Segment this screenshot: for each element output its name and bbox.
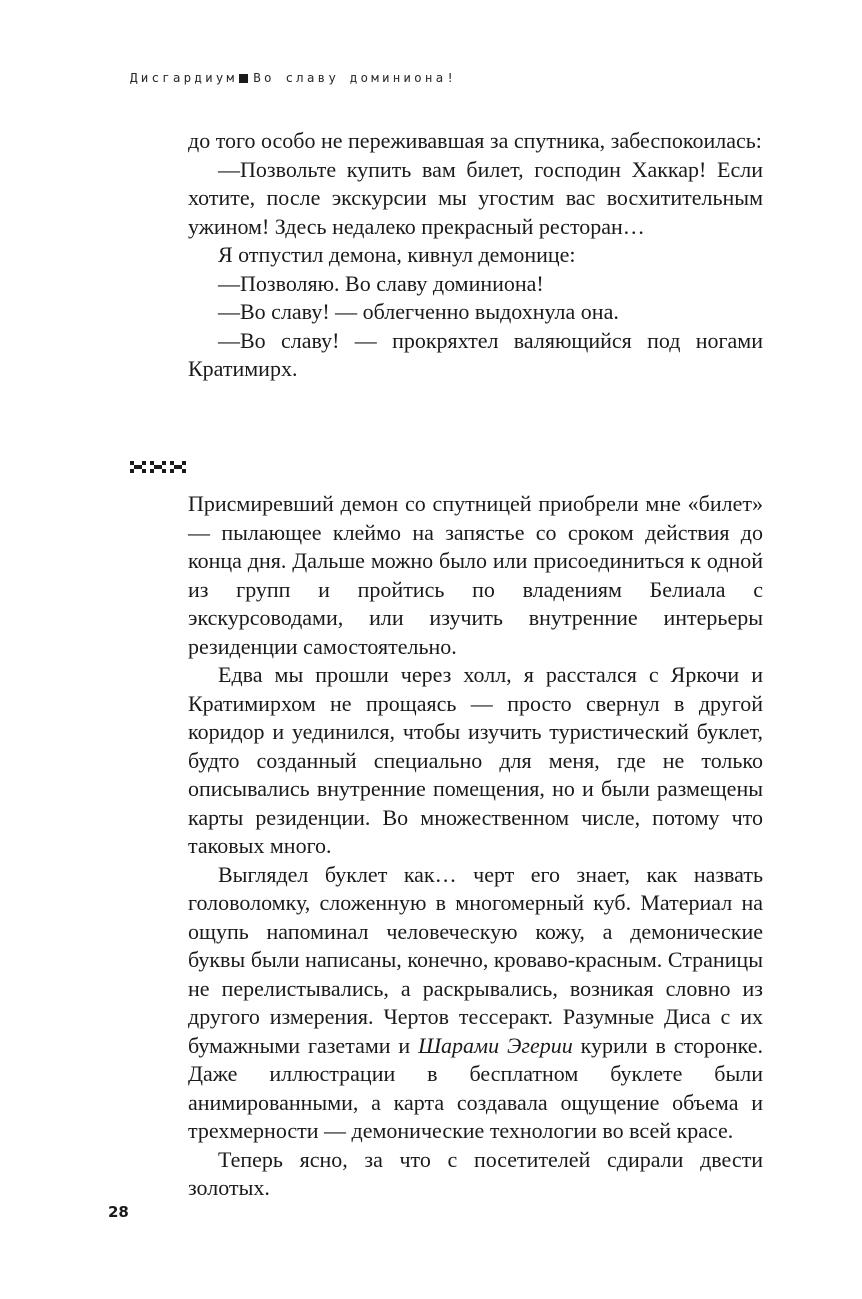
- paragraph: Присмиревший демон со спутницей приобрели мне «билет» — пылающее клеймо на запястье со сроком действия до конца дня. Дальше можно было или присоединиться к одной из групп и пройтись по владениям Белиала с экскурсоводами, или изучить внутренние интерьеры резиденции самостоятельно.: [188, 491, 763, 659]
- paragraph: Теперь ясно, за что с посетителей сдирали двести золотых.: [188, 1146, 763, 1200]
- section-break: [130, 461, 186, 473]
- dialogue-line: —Во славу! — прокряхтел валяющийся под ногами Кратимирх.: [188, 327, 763, 381]
- book-title: Дисгардиум: [130, 70, 238, 85]
- paragraph: до того особо не переживавшая за спутника, забеспокоилась:: [188, 128, 762, 153]
- book-subtitle: Во славу доминиона!: [253, 70, 458, 85]
- text-block-top: [188, 127, 763, 384]
- italic-term: Шарами Эгерии: [418, 1032, 573, 1058]
- pixel-glyph-icon: [170, 461, 186, 473]
- pixel-glyph-icon: [130, 461, 146, 473]
- paragraph: [188, 861, 763, 1146]
- separator-square-icon: [239, 74, 248, 83]
- page-number: 28: [108, 1203, 129, 1221]
- pixel-glyph-icon: [150, 461, 166, 473]
- dialogue-line: —Позвольте купить вам билет, господин Хаккар! Если хотите, после экскурсии мы угостим вас восхитительным ужином! Здесь недалеко прекрасный ресторан…: [188, 156, 763, 239]
- dialogue-line: —Позволяю. Во славу доминиона!: [218, 270, 544, 296]
- paragraph: Я отпустил демона, кивнул демонице:: [218, 242, 576, 267]
- paragraph-text: курили в сторонке. Даже иллюстрации в бесплатном буклете были анимированными, а карта создавала ощущение объема и трехмерности — демонические технологии во всей красе.: [188, 1032, 763, 1143]
- paragraph-text: Выглядел буклет как… черт его знает, как назвать головоломку, сложенную в многомерный куб. Материал на ощупь напоминал человеческую кожу, а демонические буквы были написаны, конечно, кроваво-красным. Страницы не перелистывались, а раскрывались, возникая словно из другого измерения. Чертов тессеракт. Разумные Диса с их бумажными газетами и: [188, 861, 763, 1058]
- dialogue-line: —Во славу! — облегченно выдохнула она.: [218, 299, 619, 324]
- running-header: [130, 70, 457, 85]
- text-block-main: [188, 490, 763, 1203]
- paragraph: Едва мы прошли через холл, я расстался с Яркочи и Кратимирхом не прощаясь — просто свернул в другой коридор и уединился, чтобы изучить туристический буклет, будто созданный специально для меня, где не только описывались внутренние помещения, но и были размещены карты резиденции. Во множественном числе, потому что таковых много.: [188, 662, 763, 858]
